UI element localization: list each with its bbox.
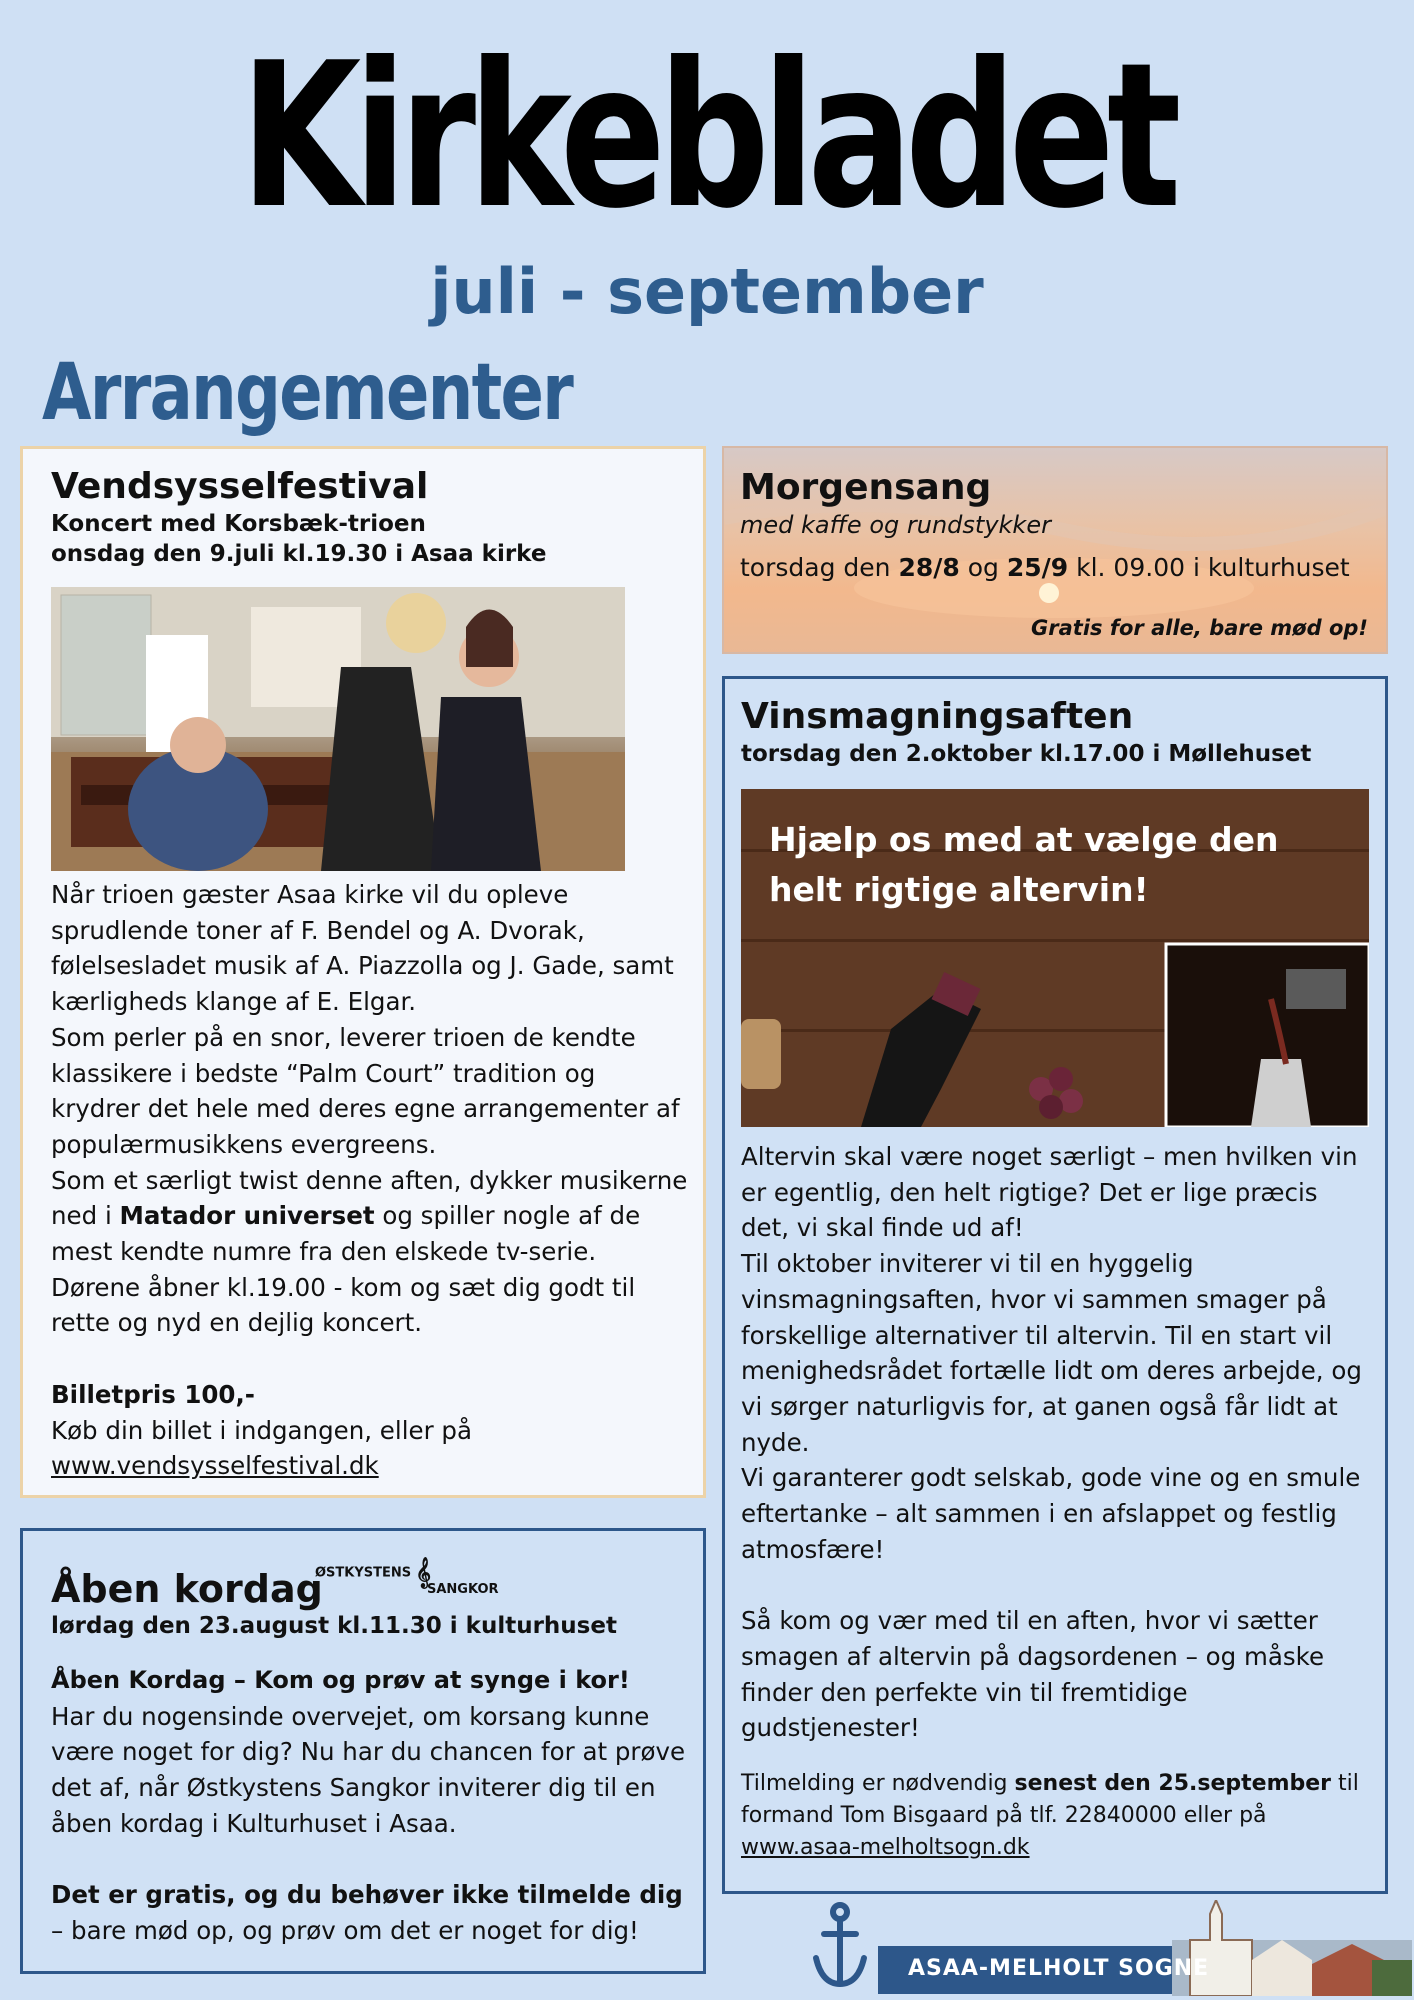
- parish-name: ASAA-MELHOLT SOGNE: [908, 1956, 1210, 1981]
- anchor-icon: [812, 1900, 1412, 1996]
- kor-title: Åben kordag: [51, 1567, 323, 1611]
- festival-title: Vendsysselfestival: [51, 466, 429, 507]
- vin-paragraph-2: Til oktober inviterer vi til en hyggelig vinsmagningsaften, hvor vi sammen smager på forskellige alternativer til altervin. Til en start vil menighedsrådet fortælle lidt om deres arbejde, og vi sørger naturligvis for, at ganen også får lidt at nyde.: [741, 1249, 1362, 1457]
- vin-paragraph-3: Vi garanterer godt selskab, gode vine og en smule eftertanke – alt sammen i en afslappet og festlig atmosfære!: [741, 1463, 1361, 1564]
- treble-clef-icon: 𝄞: [415, 1558, 432, 1588]
- choir-logo: [315, 1558, 499, 1598]
- kor-when: lørdag den 23.august kl.11.30 i kulturhuset: [51, 1613, 617, 1639]
- choir-logo-line-1: ØSTKYSTENS: [315, 1565, 412, 1581]
- kor-paragraph-2: Det er gratis, og du behøver ikke tilmelde dig – bare mød op, og prøv om det er noget for dig!: [51, 1880, 683, 1945]
- festival-paragraph-1: Når trioen gæster Asaa kirke vil du opleve sprudlende toner af F. Bendel og A. Dvorak, følelsesladet musik af A. Piazzolla og J. Gade, samt kærligheds klange af E. Elgar.: [51, 880, 674, 1017]
- festival-box: [20, 446, 706, 1498]
- morgensang-when: torsdag den 28/8 og 25/9 kl. 09.00 i kulturhuset: [740, 553, 1350, 582]
- vin-link[interactable]: www.asaa-melholtsogn.dk: [741, 1834, 1030, 1860]
- vin-when: torsdag den 2.oktober kl.17.00 i Møllehuset: [741, 741, 1312, 767]
- festival-paragraph-3: Som et særligt twist denne aften, dykker musikerne ned i Matador universet og spiller nogle af de mest kendte numre fra den elskede tv-serie.: [51, 1165, 688, 1267]
- issue-period: juli - september: [430, 255, 984, 328]
- section-heading: Arrangementer: [42, 348, 573, 438]
- morgensang-box: [722, 446, 1388, 654]
- vin-signup: Tilmelding er nødvendig senest den 25.september til formand Tom Bisgaard på tlf. 22840000 eller på www.asaa-melholtsogn.dk: [741, 1770, 1359, 1860]
- wine-image-caption: Hjælp os med at vælge den helt rigtige altervin!: [769, 820, 1279, 909]
- festival-when: onsdag den 9.juli kl.19.30 i Asaa kirke: [51, 541, 547, 567]
- morgensang-note: Gratis for alle, bare mød op!: [1031, 616, 1368, 640]
- kor-lead: Åben Kordag – Kom og prøv at synge i kor!: [51, 1666, 630, 1694]
- morgensang-title: Morgensang: [740, 467, 992, 508]
- choir-logo-line-2: SANGKOR: [427, 1581, 499, 1597]
- ticket-price: Billetpris 100,-: [51, 1379, 255, 1409]
- parish-logo: [812, 1900, 1412, 1996]
- ticket-info: Køb din billet i indgangen, eller på: [51, 1415, 472, 1445]
- wine-image: [741, 789, 1369, 1127]
- festival-paragraph-4: Dørene åbner kl.19.00 - kom og sæt dig godt til rette og nyd en dejlig koncert.: [51, 1272, 636, 1338]
- kor-box: [20, 1528, 706, 1974]
- vin-paragraph-4: Så kom og vær med til en aften, hvor vi sætter smagen af altervin på dagsordenen – og måske finder den perfekte vin til fremtidige gudstjenester!: [741, 1606, 1325, 1743]
- festival-link[interactable]: www.vendsysselfestival.dk: [51, 1451, 379, 1481]
- masthead-title: Kirkebladet: [240, 20, 1174, 253]
- vin-title: Vinsmagningsaften: [741, 696, 1134, 737]
- vin-paragraph-1: Altervin skal være noget særligt – men hvilken vin er egentlig, den helt rigtige? Det er lige præcis det, vi skal finde ud af!: [741, 1142, 1358, 1243]
- festival-paragraph-2: Som perler på en snor, leverer trioen de kendte klassikere i bedste “Palm Court” tradition og krydrer det hele med deres egne arrangementer af populærmusikkens evergreens.: [51, 1022, 680, 1159]
- kor-paragraph-1: Har du nogensinde overvejet, om korsang kunne være noget for dig? Nu har du chancen for at prøve det af, når Østkystens Sangkor inviterer dig til en åben kordag i Kulturhuset i Asaa.: [51, 1701, 686, 1838]
- festival-subtitle: Koncert med Korsbæk-trioen: [51, 511, 426, 537]
- trio-photo: [51, 587, 625, 871]
- morgensang-tagline: med kaffe og rundstykker: [740, 511, 1051, 539]
- vin-box: [722, 676, 1388, 1894]
